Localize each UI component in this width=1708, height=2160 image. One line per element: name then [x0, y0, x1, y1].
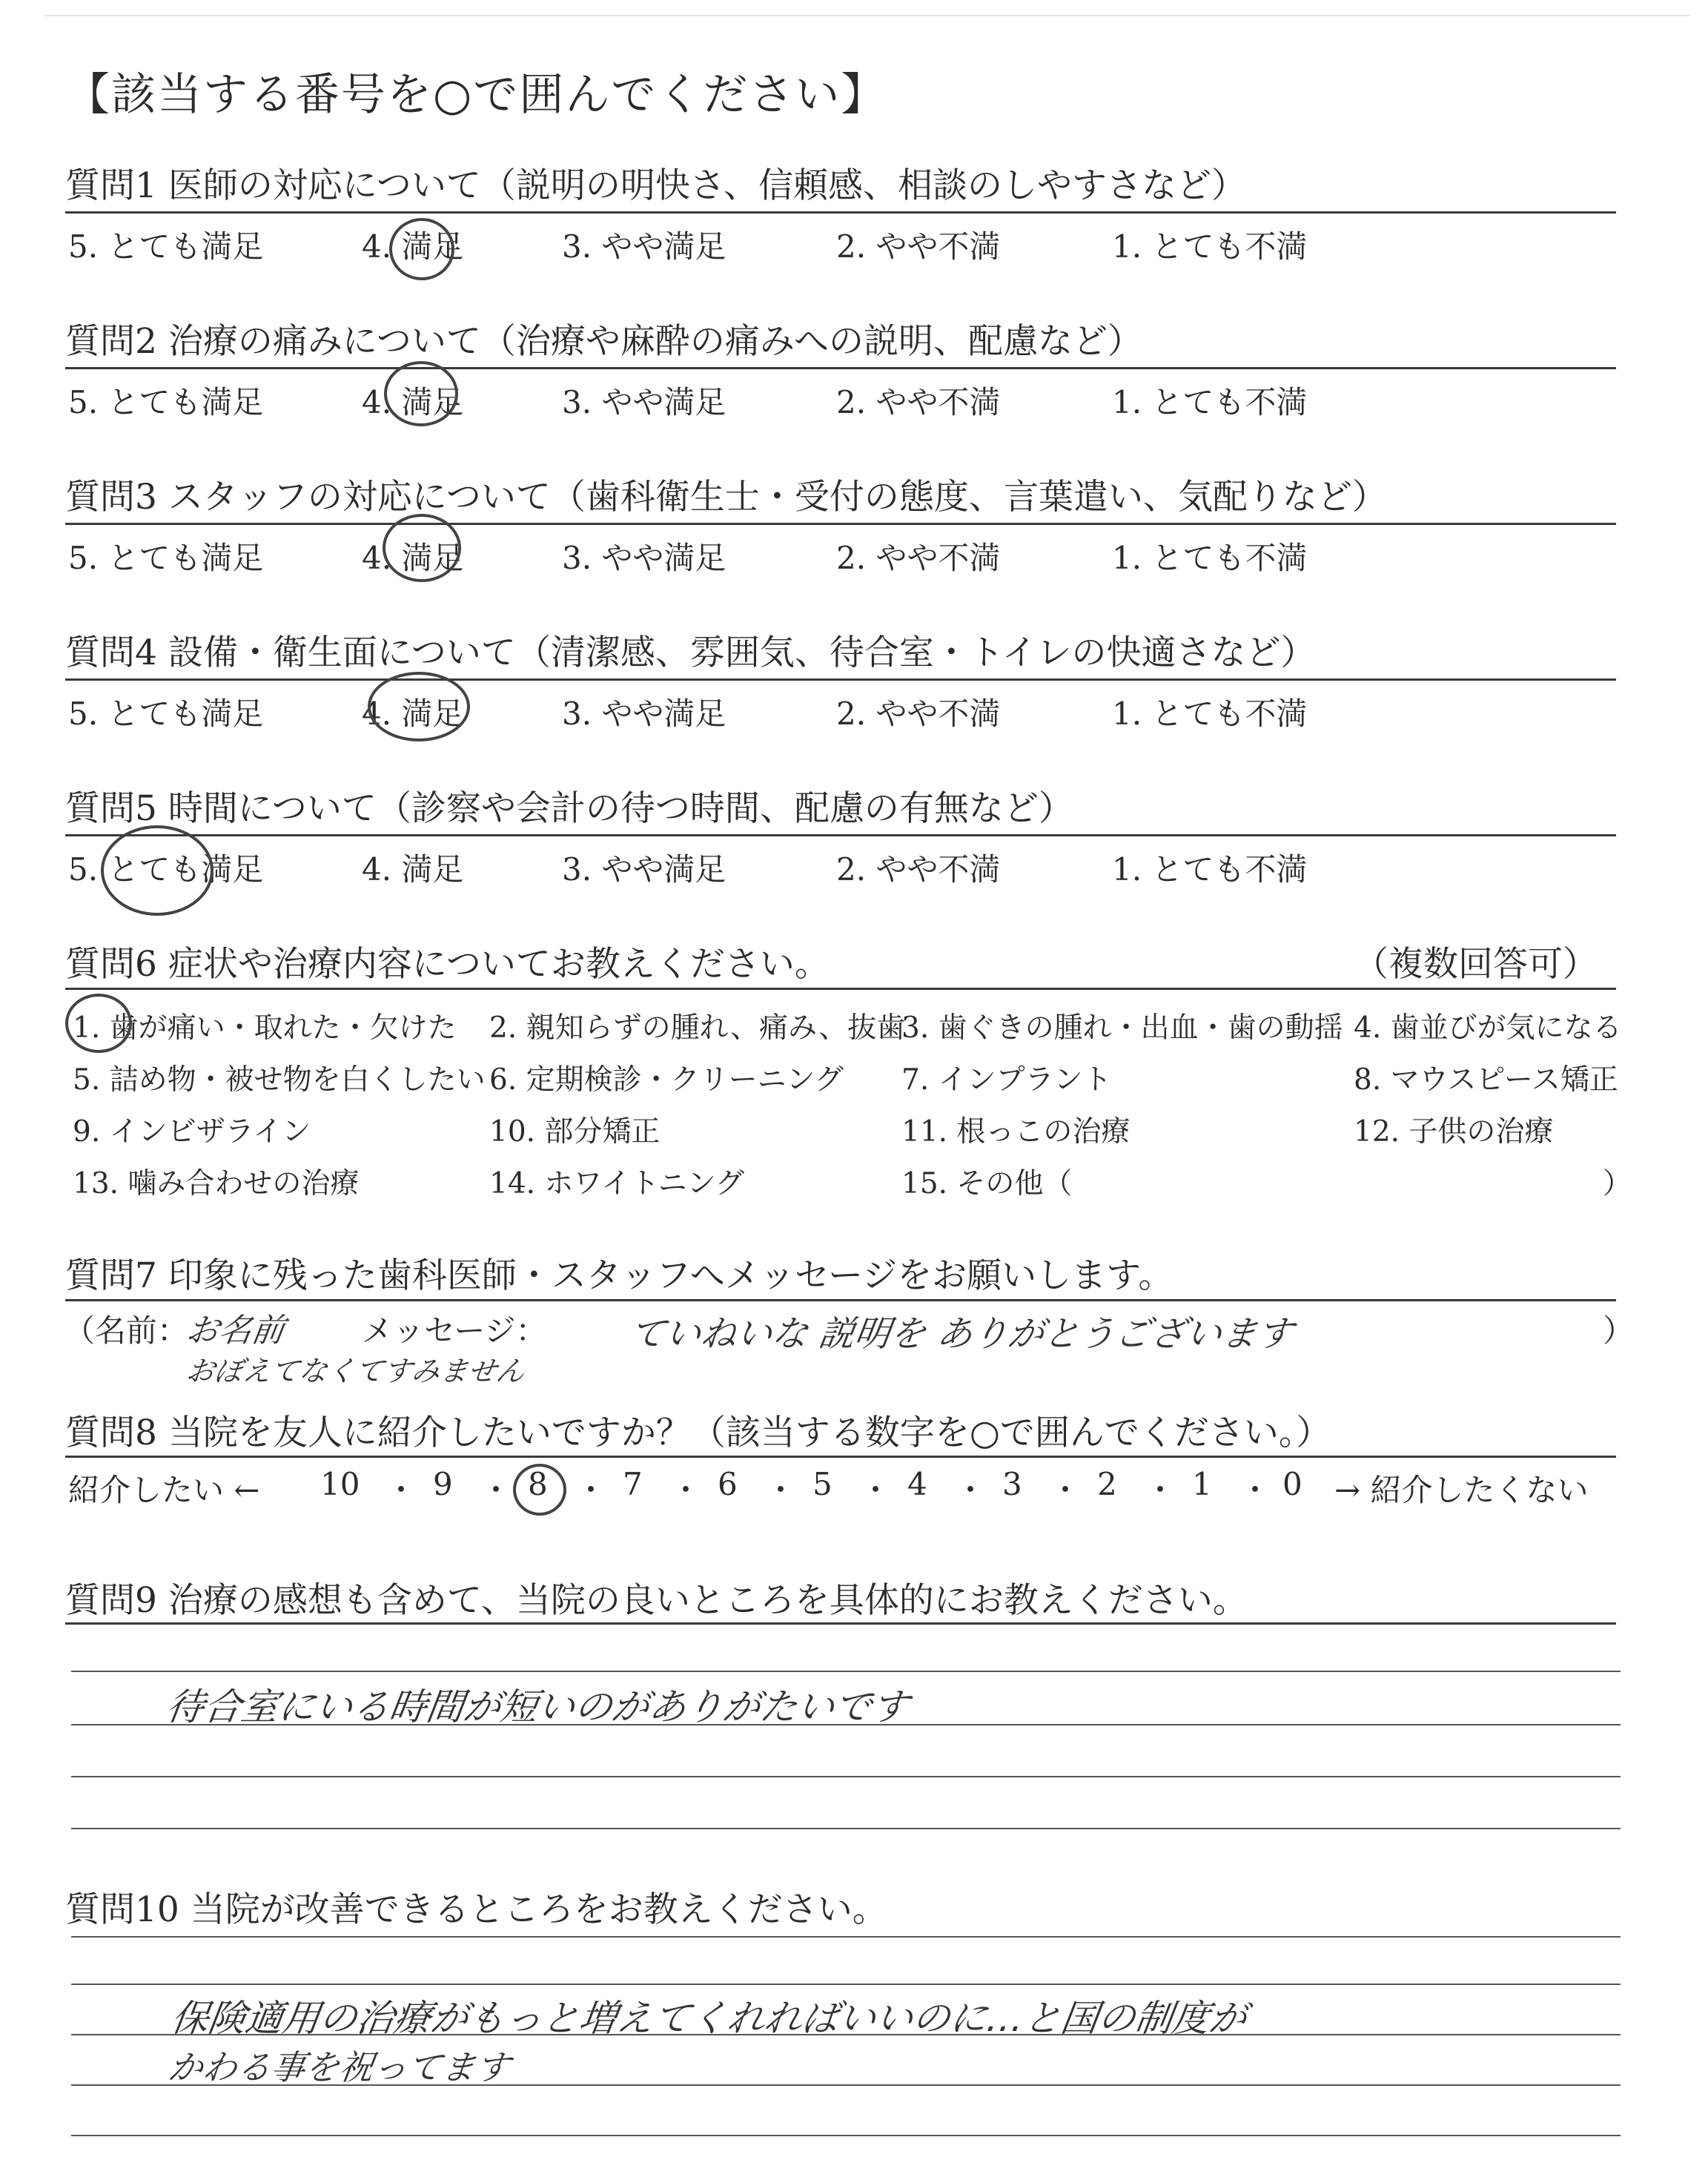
- q8-number-8[interactable]: 8: [528, 1466, 548, 1502]
- q1-option-3[interactable]: 3. やや満足: [562, 228, 726, 265]
- q4-rule: [65, 678, 1616, 681]
- q8-answer-circle: [513, 1464, 566, 1516]
- q5-option-3[interactable]: 3. やや満足: [562, 851, 726, 888]
- q10-write-line: [71, 2135, 1621, 2136]
- q6-item-10[interactable]: 10. 部分矯正: [489, 1115, 661, 1149]
- q3-option-5[interactable]: 5. とても満足: [68, 540, 264, 576]
- q2-rule: [65, 367, 1616, 369]
- q8-rule: [65, 1456, 1616, 1458]
- q8-number-9[interactable]: 9: [433, 1466, 453, 1502]
- q1-rule: [65, 211, 1616, 214]
- q7-name-label: （名前：: [64, 1312, 189, 1349]
- q2-option-1[interactable]: 1. とても不満: [1112, 384, 1308, 420]
- q4-option-2[interactable]: 2. やや不満: [836, 696, 1001, 732]
- q2-option-2[interactable]: 2. やや不満: [836, 384, 1001, 420]
- q10-write-line: [71, 1936, 1621, 1938]
- q5-option-1[interactable]: 1. とても不満: [1112, 851, 1308, 888]
- q6-item-8[interactable]: 8. マウスピース矯正: [1354, 1063, 1618, 1097]
- q7-name-handwriting-2[interactable]: おぼえてなくてすみません: [184, 1355, 527, 1387]
- q3-option-2[interactable]: 2. やや不満: [836, 540, 1001, 576]
- q9-write-line: [71, 1828, 1621, 1829]
- q7-rule: [65, 1299, 1616, 1301]
- q7-close: ）: [1603, 1312, 1635, 1349]
- q8-sep: ・: [575, 1472, 607, 1508]
- q8-number-7[interactable]: 7: [623, 1466, 643, 1502]
- q6-rule: [65, 988, 1616, 990]
- q4-option-3[interactable]: 3. やや満足: [562, 696, 726, 732]
- q6-item-6[interactable]: 6. 定期検診・クリーニング: [489, 1063, 844, 1097]
- q8-sep: ・: [480, 1472, 512, 1508]
- q9-rule: [65, 1622, 1616, 1625]
- q4-option-1[interactable]: 1. とても不満: [1112, 696, 1308, 732]
- q9-answer-handwriting[interactable]: 待合室にいる時間が短いのがありがたいです: [164, 1685, 912, 1728]
- q6-item-15[interactable]: 15. その他（: [901, 1167, 1073, 1200]
- q5-option-4[interactable]: 4. 満足: [362, 851, 464, 888]
- q8-sep: ・: [670, 1472, 702, 1508]
- q7-message-label: メッセージ：: [362, 1312, 547, 1349]
- q3-rule: [65, 523, 1616, 525]
- q8-number-1[interactable]: 1: [1192, 1466, 1212, 1502]
- q8-number-4[interactable]: 4: [907, 1466, 927, 1502]
- q8-left-label: 紹介したい ←: [68, 1472, 260, 1508]
- q6-note: （複数回答可）: [1354, 944, 1598, 985]
- q2-answer-circle: [384, 361, 458, 426]
- q1-option-5[interactable]: 5. とても満足: [68, 228, 264, 265]
- q6-item-9[interactable]: 9. インビザライン: [73, 1115, 311, 1149]
- q6-other-close: ）: [1603, 1167, 1632, 1200]
- q7-heading: 質問7 印象に残った歯科医師・スタッフへメッセージをお願いします。: [65, 1255, 1174, 1296]
- q8-heading: 質問8 当院を友人に紹介したいですか？（該当する数字を○で囲んでください。）: [65, 1413, 1331, 1453]
- q4-option-4[interactable]: 4. 満足: [362, 696, 464, 732]
- q8-sep: ・: [955, 1472, 987, 1508]
- q4-option-5[interactable]: 5. とても満足: [68, 696, 264, 732]
- q3-heading: 質問3 スタッフの対応について（歯科衛生士・受付の態度、言葉遣い、気配りなど）: [65, 477, 1387, 518]
- q8-right-label: → 紹介したくない: [1334, 1472, 1589, 1508]
- q2-option-5[interactable]: 5. とても満足: [68, 384, 264, 420]
- q8-number-3[interactable]: 3: [1002, 1466, 1022, 1502]
- q2-heading: 質問2 治療の痛みについて（治療や麻酔の痛みへの説明、配慮など）: [65, 321, 1142, 362]
- q6-answer-circle: [65, 994, 132, 1053]
- q5-heading: 質問5 時間について（診察や会計の待つ時間、配慮の有無など）: [65, 788, 1073, 829]
- q8-sep: ・: [1145, 1472, 1176, 1508]
- q7-name-handwriting-1[interactable]: お名前: [183, 1312, 287, 1350]
- q9-heading: 質問9 治療の感想も含めて、当院の良いところを具体的にお教えください。: [65, 1580, 1248, 1621]
- q8-number-5[interactable]: 5: [812, 1466, 833, 1502]
- q6-item-14[interactable]: 14. ホワイトニング: [489, 1167, 744, 1200]
- q1-heading: 質問1 医師の対応について（説明の明快さ、信頼感、相談のしやすさなど）: [65, 165, 1247, 206]
- q5-rule: [65, 834, 1616, 836]
- q3-option-3[interactable]: 3. やや満足: [562, 540, 726, 576]
- q3-answer-circle: [383, 514, 461, 582]
- q8-sep: ・: [385, 1472, 417, 1508]
- q6-item-13[interactable]: 13. 噛み合わせの治療: [73, 1167, 360, 1200]
- q5-answer-circle: [101, 825, 214, 916]
- q5-option-5[interactable]: 5. とても満足: [68, 851, 264, 888]
- q1-option-4[interactable]: 4. 満足: [362, 228, 464, 265]
- q6-item-5[interactable]: 5. 詰め物・被せ物を白くしたい: [73, 1063, 486, 1097]
- q1-option-2[interactable]: 2. やや不満: [836, 228, 1001, 265]
- q8-number-2[interactable]: 2: [1097, 1466, 1117, 1502]
- q5-option-2[interactable]: 2. やや不満: [836, 851, 1001, 888]
- q8-sep: ・: [860, 1472, 892, 1508]
- page-title: 【該当する番号を○で囲んでください】: [65, 69, 887, 121]
- q8-sep: ・: [1239, 1472, 1271, 1508]
- q1-option-1[interactable]: 1. とても不満: [1112, 228, 1308, 265]
- q3-option-4[interactable]: 4. 満足: [362, 540, 464, 576]
- q8-sep: ・: [1050, 1472, 1082, 1508]
- q2-option-4[interactable]: 4. 満足: [362, 384, 464, 420]
- q6-item-4[interactable]: 4. 歯並びが気になる: [1354, 1011, 1622, 1045]
- q8-number-6[interactable]: 6: [718, 1466, 738, 1502]
- q10-answer-handwriting-1[interactable]: 保険適用の治療がもっと増えてくれればいいのに…と国の制度が: [168, 1997, 1250, 2040]
- q6-heading: 質問6 症状や治療内容についてお教えください。: [65, 944, 830, 985]
- q6-item-11[interactable]: 11. 根っこの治療: [901, 1115, 1131, 1149]
- q8-number-0[interactable]: 0: [1282, 1466, 1302, 1502]
- q6-item-2[interactable]: 2. 親知らずの腫れ、痛み、抜歯: [489, 1011, 906, 1045]
- q3-option-1[interactable]: 1. とても不満: [1112, 540, 1308, 576]
- q4-heading: 質問4 設備・衛生面について（清潔感、雰囲気、待合室・トイレの快適さなど）: [65, 633, 1316, 673]
- q10-write-line: [71, 1984, 1621, 1985]
- q6-item-7[interactable]: 7. インプラント: [901, 1063, 1112, 1097]
- q7-message-handwriting[interactable]: ていねいな 説明を ありがとうございます: [626, 1313, 1296, 1355]
- q6-item-12[interactable]: 12. 子供の治療: [1354, 1115, 1554, 1149]
- q8-sep: ・: [765, 1472, 797, 1508]
- q10-heading: 質問10 当院が改善できるところをお教えください。: [65, 1889, 887, 1930]
- q9-write-line: [71, 1671, 1621, 1672]
- q10-answer-handwriting-2[interactable]: かわる事を祝ってます: [165, 2047, 513, 2087]
- q6-item-1[interactable]: 1. 歯が痛い・取れた・欠けた: [73, 1011, 457, 1045]
- q2-option-3[interactable]: 3. やや満足: [562, 384, 726, 420]
- q9-write-line: [71, 1776, 1621, 1777]
- page-top-border: [44, 15, 1690, 16]
- q8-number-10[interactable]: 10: [320, 1466, 360, 1502]
- q1-answer-circle: [389, 218, 454, 280]
- q4-answer-circle: [368, 672, 470, 742]
- q6-item-3[interactable]: 3. 歯ぐきの腫れ・出血・歯の動揺: [901, 1011, 1343, 1045]
